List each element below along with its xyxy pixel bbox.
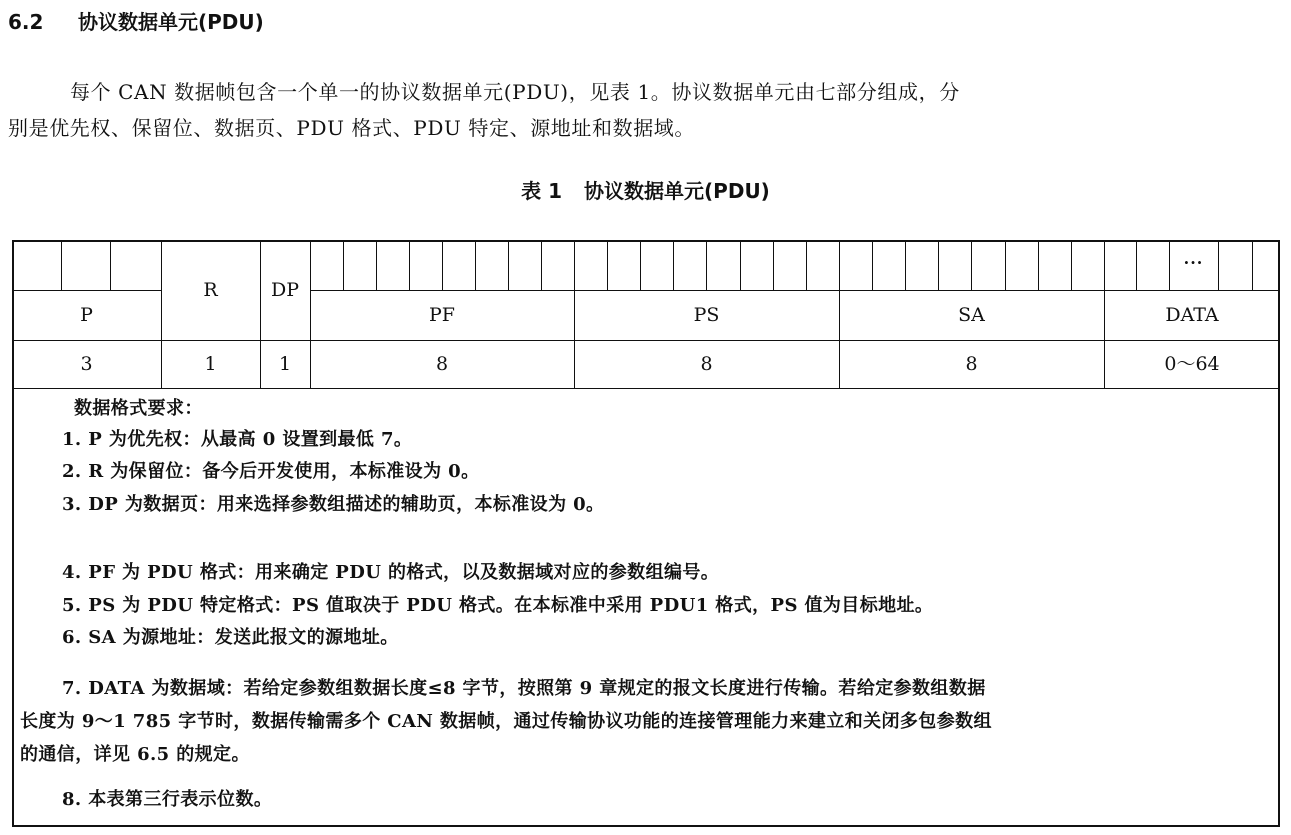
note-item: 3. DP 为数据页：用来选择参数组描述的辅助页，本标准设为 0。 — [62, 494, 605, 515]
note-item: 2. R 为保留位：备今后开发使用，本标准设为 0。 — [62, 461, 480, 482]
field-name-p: P — [80, 304, 93, 326]
table-caption-title: 协议数据单元(PDU) — [584, 179, 770, 203]
field-name-pf: PF — [429, 304, 455, 326]
table-caption-number: 表 1 — [521, 179, 563, 203]
note-item: 6. SA 为源地址：发送此报文的源地址。 — [62, 627, 399, 648]
note-item-7-line-3: 的通信，详见 6.5 的规定。 — [20, 744, 250, 765]
note-item: 5. PS 为 PDU 特定格式：PS 值取决于 PDU 格式。在本标准中采用 PDU1 格式，PS 值为目标地址。 — [62, 595, 934, 616]
field-bits-p: 3 — [80, 353, 93, 375]
paragraph-line-2: 别是优先权、保留位、数据页、PDU 格式、PDU 特定、源地址和数据域。 — [8, 116, 696, 140]
note-item: 4. PF 为 PDU 格式：用来确定 PDU 的格式，以及数据域对应的参数组编号。 — [62, 562, 720, 583]
field-name-sa: SA — [958, 304, 985, 326]
note-item-7-line-1: 7. DATA 为数据域：若给定参数组数据长度≤8 字节，按照第 9 章规定的报文长度进行传输。若给定参数组数据 — [62, 678, 986, 699]
section-number: 6.2 — [8, 10, 44, 34]
field-name-ps: PS — [693, 304, 720, 326]
field-name-data: DATA — [1165, 304, 1219, 326]
note-item-8: 8. 本表第三行表示位数。 — [62, 789, 273, 810]
data-bits-ellipsis: ··· — [1183, 253, 1204, 272]
note-item-7-line-2: 长度为 9～1 785 字节时，数据传输需多个 CAN 数据帧，通过传输协议功能的连接管理能力来建立和关闭多包参数组 — [20, 711, 992, 732]
field-bits-data: 0～64 — [1164, 353, 1220, 375]
field-name-dp: DP — [270, 279, 300, 301]
field-name-r: R — [203, 279, 218, 301]
table-caption — [0, 176, 1291, 206]
field-bits-sa: 8 — [965, 353, 978, 375]
note-item: 1. P 为优先权：从最高 0 设置到最低 7。 — [62, 429, 413, 450]
paragraph-line-1: 每个 CAN 数据帧包含一个单一的协议数据单元(PDU)，见表 1。协议数据单元由七部分组成，分 — [70, 80, 960, 104]
section-heading — [8, 6, 264, 38]
notes-heading: 数据格式要求： — [74, 398, 203, 419]
field-bits-pf: 8 — [435, 353, 449, 375]
field-bits-dp: 1 — [278, 353, 292, 375]
section-title: 协议数据单元(PDU) — [78, 10, 264, 34]
field-bits-ps: 8 — [700, 353, 713, 375]
field-bits-r: 1 — [204, 353, 217, 375]
